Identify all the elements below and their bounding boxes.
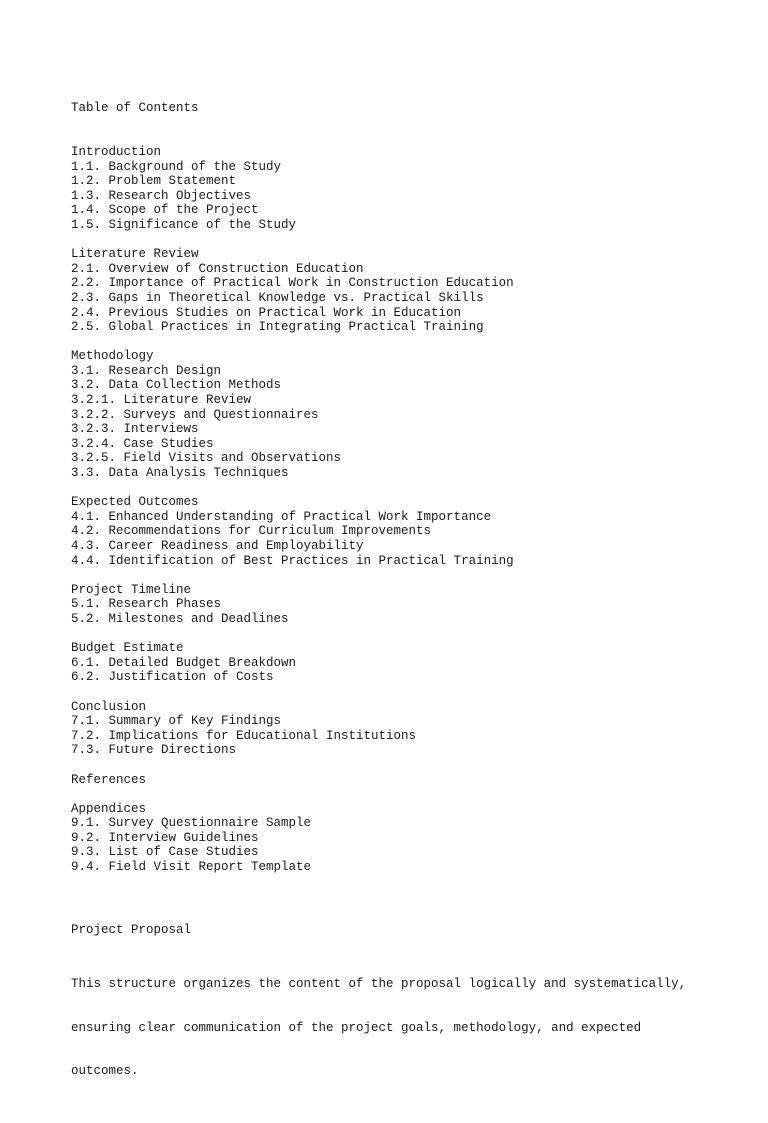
toc-item: 2.5. Global Practices in Integrating Practical Training: [71, 320, 484, 335]
section-heading: Literature Review: [71, 247, 199, 262]
toc-item: 3.2.4. Case Studies: [71, 436, 214, 451]
toc-title: Table of Contents: [71, 101, 199, 116]
section-heading: Budget Estimate: [71, 641, 184, 656]
toc-item: 9.3. List of Case Studies: [71, 845, 259, 860]
toc-item: 4.2. Recommendations for Curriculum Improvements: [71, 524, 432, 539]
toc-item: 4.3. Career Readiness and Employability: [71, 539, 364, 553]
toc-item: 7.3. Future Directions: [71, 743, 237, 758]
toc-item: 1.4. Scope of the Project: [71, 203, 259, 218]
toc-section: [71, 700, 731, 758]
toc-section: [71, 641, 731, 685]
toc-item: 5.2. Milestones and Deadlines: [71, 611, 289, 626]
toc-item: 3.2.3. Interviews: [71, 422, 199, 437]
toc-section: [71, 773, 731, 788]
section-spacer: [71, 481, 731, 496]
footer-title: Project Proposal: [71, 923, 192, 937]
toc-section: [71, 349, 731, 480]
section-heading: Conclusion: [71, 699, 147, 714]
toc-item: 6.1. Detailed Budget Breakdown: [71, 655, 297, 670]
toc-item: 6.2. Justification of Costs: [71, 670, 274, 685]
toc-item: 4.4. Identification of Best Practices in Practical Training: [71, 553, 514, 568]
section-heading: Expected Outcomes: [71, 495, 199, 510]
section-heading: Appendices: [71, 801, 147, 816]
toc-item: 9.1. Survey Questionnaire Sample: [71, 816, 312, 831]
toc-section: [71, 583, 731, 627]
toc-item: 1.1. Background of the Study: [71, 159, 282, 174]
section-spacer: [71, 758, 731, 773]
toc-item: 4.1. Enhanced Understanding of Practical Work Importance: [71, 509, 492, 524]
paragraph-line: ensuring clear communication of the project goals, methodology, and expected: [71, 1020, 642, 1035]
toc-item: 2.4. Previous Studies on Practical Work in Education: [71, 305, 462, 320]
toc-item: 3.2.1. Literature Review: [71, 393, 252, 408]
paragraph-line: outcomes.: [71, 1064, 139, 1079]
toc-item: 7.2. Implications for Educational Institutions: [71, 728, 417, 743]
section-heading: Project Timeline: [71, 582, 192, 597]
toc-item: 3.2. Data Collection Methods: [71, 378, 282, 393]
toc-section: [71, 247, 731, 335]
section-heading: Introduction: [71, 144, 162, 159]
closing-paragraph: [71, 948, 731, 1109]
toc-item: 5.1. Research Phases: [71, 597, 222, 612]
toc-item: 3.2.2. Surveys and Questionnaires: [71, 407, 319, 422]
toc-item: 1.3. Research Objectives: [71, 188, 252, 203]
toc-item: 3.2.5. Field Visits and Observations: [71, 451, 342, 466]
section-spacer: [71, 568, 731, 583]
toc-item: 7.1. Summary of Key Findings: [71, 714, 282, 729]
section-spacer: [71, 335, 731, 350]
toc-item: 2.1. Overview of Construction Education: [71, 261, 364, 276]
section-spacer: [71, 685, 731, 700]
toc-item: 9.4. Field Visit Report Template: [71, 860, 312, 875]
toc-section: [71, 145, 731, 233]
toc-section: [71, 495, 731, 568]
section-spacer: [71, 787, 731, 802]
toc-item: 2.3. Gaps in Theoretical Knowledge vs. Practical Skills: [71, 290, 484, 305]
toc-section: [71, 802, 731, 875]
spacer: [71, 904, 731, 919]
toc-item: 9.2. Interview Guidelines: [71, 830, 259, 845]
section-heading: References: [71, 772, 147, 787]
section-spacer: [71, 627, 731, 642]
paragraph-line: This structure organizes the content of the proposal logically and systematically,: [71, 976, 687, 991]
toc-item: 3.1. Research Design: [71, 363, 222, 378]
section-spacer: [71, 233, 731, 248]
section-heading: Methodology: [71, 349, 154, 364]
toc-sections: [71, 145, 731, 875]
toc-item: 2.2. Importance of Practical Work in Construction Education: [71, 276, 514, 291]
document-page: [71, 72, 731, 1123]
toc-item: 1.5. Significance of the Study: [71, 217, 297, 232]
toc-item: 1.2. Problem Statement: [71, 174, 237, 189]
toc-item: 3.3. Data Analysis Techniques: [71, 466, 289, 481]
